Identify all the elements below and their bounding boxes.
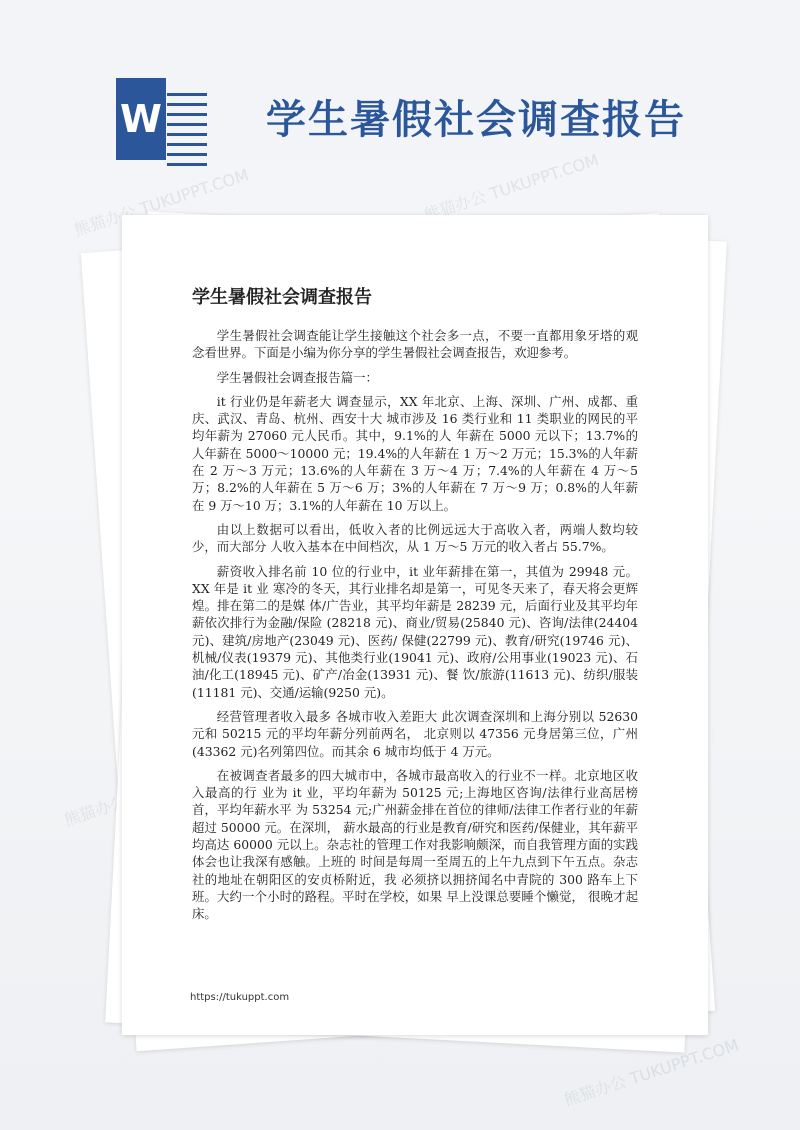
header-title: 学生暑假社会调查报告 bbox=[266, 97, 686, 143]
word-w-badge: W bbox=[116, 78, 166, 160]
document-title: 学生暑假社会调查报告 bbox=[192, 287, 372, 308]
document-lines-icon bbox=[158, 86, 213, 154]
paragraph: it 行业仍是年薪老大 调查显示，XX 年北京、上海、深圳、广州、成都、重庆、武汉、青岛、杭州、西安十大 城市涉及 16 类行业和 11 类职业的网民的平均年薪为 27060 元人民币。其中，9.1%的人 年薪在 5000 元以下；13.7%的人年薪在 5000～10000 元；19.4%的人年薪在 1 万～2 万元；15.3%的人年薪在 2 万～3 万元；13.6%的人年薪在 3 万～4 万；7.4%的人年薪在 4 万～5 万；8.2%的人年薪在 5 万～6 万；3%的人年薪在 7 万～9 万；0.8%的人年薪在 9 万～10 万；3.1%的人年薪在 10 万以上。 bbox=[192, 393, 638, 513]
document-page bbox=[122, 215, 708, 1035]
document-body bbox=[192, 327, 638, 930]
paragraph: 薪资收入排名前 10 位的行业中，it 业年薪排在第一，其值为 29948 元。XX 年是 it 业 寒冷的冬天，其行业排名却是第一，可见冬天来了，春天将会更辉煌。排在第二的是媒 体/广告业，其平均年薪是 28239 元，后面行业及其平均年薪依次排行为金融/保险 (28218 元)、商业/贸易(25840 元)、咨询/法律(24404 元)、建筑/房地产(23049 元)、医药/ 保健(22799 元)、教育/研究(19746 元)、机械/仪表(19379 元)、其他类行业(19041 元)、政府/公用事业(19023 元)、石油/化工(18945 元)、矿产/冶金(13931 元)、餐 饮/旅游(11613 元)、纺织/服装(11181 元)、交通/运输(9250 元)。 bbox=[192, 563, 638, 700]
paragraph: 由以上数据可以看出，低收入者的比例远远大于高收入者，两端人数均较少，而大部分 人收入基本在中间档次，从 1 万～5 万元的收入者占 55.7%。 bbox=[192, 521, 638, 555]
paragraph: 在被调查者最多的四大城市中，各城市最高收入的行业不一样。北京地区收入最高的行 业为 it 业，平均年薪为 50125 元;上海地区咨询/法律行业高居榜首，平均年薪水平 为 53254 元;广州薪金排在首位的律师/法律工作者行业的年薪超过 50000 元。在深圳， 薪水最高的行业是教育/研究和医药/保健业，其年薪平均高达 60000 元以上。杂志社的管理工作对我影响颇深，而自我管理方面的实践体会也让我深有感触。上班的 时间是每周一至周五的上午九点到下午五点。杂志社的地址在朝阳区的安贞桥附近，我 必须挤以拥挤闻名中青院的 300 路车上下班。大约一个小时的路程。平时在学校，如果 早上没课总要睡个懒觉， 很晚才起床。 bbox=[192, 767, 638, 922]
paragraph: 经营管理者收入最多 各城市收入差距大 此次调查深圳和上海分别以 52630 元和 50215 元的平均年薪分列前两名， 北京则以 47356 元身居第三位，广州(43362 元)名列第四位。而其余 6 城市均低于 4 万元。 bbox=[192, 708, 638, 759]
paragraph: 学生暑假社会调查能让学生接触这个社会多一点，不要一直都用象牙塔的观念看世界。下面是小编为你分享的学生暑假社会调查报告，欢迎参考。 bbox=[192, 328, 638, 361]
paragraph: 学生暑假社会调查报告篇一： bbox=[216, 369, 378, 385]
word-logo-icon bbox=[116, 78, 214, 160]
source-url: https://tukuppt.com bbox=[190, 992, 290, 1003]
